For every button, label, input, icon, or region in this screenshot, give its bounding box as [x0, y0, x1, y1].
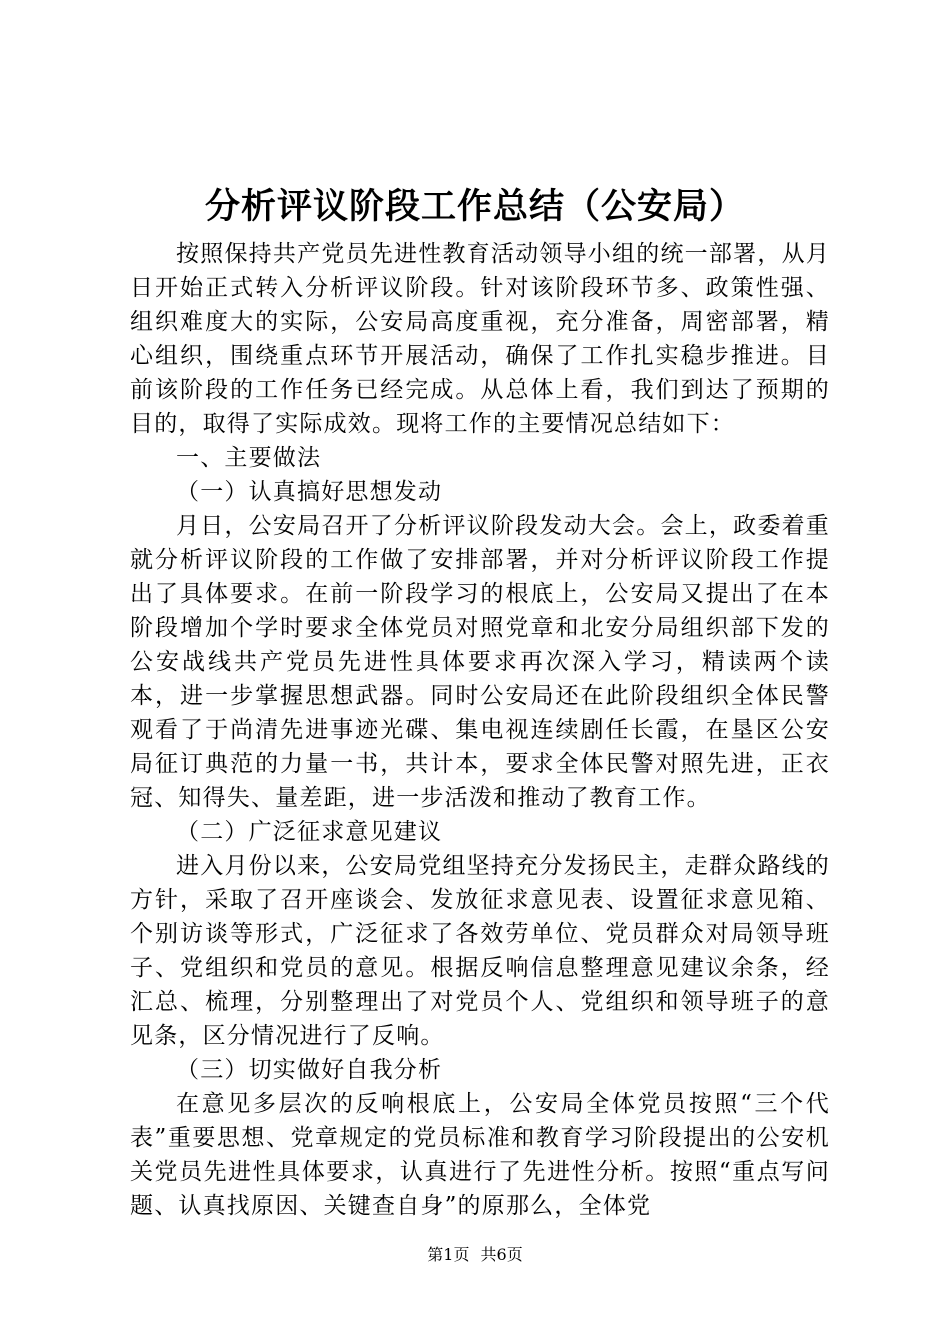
body-paragraph-3: 在意见多层次的反响根底上，公安局全体党员按照“三个代表”重要思想、党章规定的党员标准和教育学习阶段提出的公安机关党员先进性具体要求，认真进行了先进性分析。按照“重点写问题、认真找原因、关键查自身”的原那么，全体党 [130, 1091, 830, 1219]
body-paragraph-2: 进入月份以来，公安局党组坚持充分发扬民主，走群众路线的方针，采取了召开座谈会、发放征求意见表、设置征求意见箱、个别访谈等形式，广泛征求了各效劳单位、党员群众对局领导班子、党组织和党员的意见。根据反响信息整理意见建议余条，经汇总、梳理，分别整理出了对党员个人、党组织和领导班子的意见条，区分情况进行了反响。 [130, 853, 830, 1049]
subsection-heading-3: （三）切实做好自我分析 [176, 1057, 443, 1083]
subsection-heading-2: （二）广泛征求意见建议 [176, 819, 443, 845]
document-body [130, 237, 830, 1223]
intro-paragraph: 按照保持共产党员先进性教育活动领导小组的统一部署，从月日开始正式转入分析评议阶段。针对该阶段环节多、政策性强、组织难度大的实际，公安局高度重视，充分准备，周密部署，精心组织，围绕重点环节开展活动，确保了工作扎实稳步推进。目前该阶段的工作任务已经完成。从总体上看，我们到达了预期的目的，取得了实际成效。现将工作的主要情况总结如下： [130, 241, 830, 437]
section-heading-main-practices: 一、主要做法 [176, 445, 322, 471]
document-title: 分析评议阶段工作总结（公安局） [204, 186, 745, 227]
body-paragraph-1: 月日，公安局召开了分析评议阶段发动大会。会上，政委着重就分析评议阶段的工作做了安排部署，并对分析评议阶段工作提出了具体要求。在前一阶段学习的根底上，公安局又提出了在本阶段增加个学时要求全体党员对照党章和北安分局组织部下发的公安战线共产党员先进性具体要求再次深入学习，精读两个读本，进一步掌握思想武器。同时公安局还在此阶段组织全体民警观看了于尚清先进事迹光碟、集电视连续剧任长霞，在垦区公安局征订典范的力量一书，共计本，要求全体民警对照先进，正衣冠、知得失、量差距，进一步活泼和推动了教育工作。 [130, 513, 830, 811]
subsection-heading-1: （一）认真搞好思想发动 [176, 479, 443, 505]
page-number: 第1页 [427, 1245, 470, 1264]
page-footer [0, 1244, 950, 1266]
page-total: 共6页 [480, 1245, 523, 1264]
